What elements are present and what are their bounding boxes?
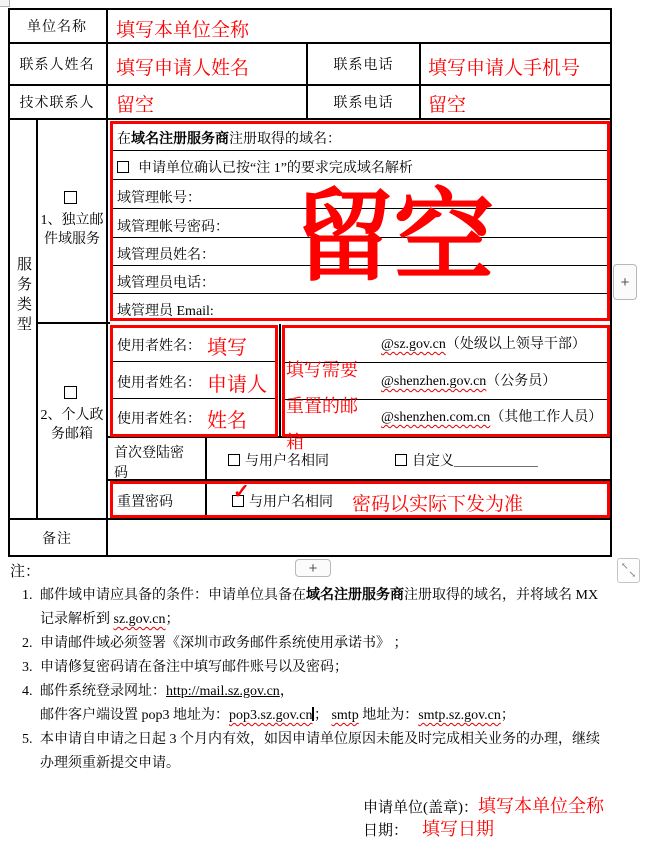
note4-smtp-word: smtp <box>331 708 359 723</box>
email-row <box>381 333 586 353</box>
grid-line <box>279 324 281 436</box>
date-annotation: 填写日期 <box>422 819 495 839</box>
grid-line <box>113 293 607 294</box>
note-number: 5. <box>22 732 33 747</box>
unit-name-annotation: 填写本单位全称 <box>116 20 250 41</box>
reset-password-label: 重置密码 <box>117 495 173 510</box>
date-line <box>363 815 494 841</box>
email-desc: （其他工作人员） <box>490 410 603 425</box>
grid-line <box>113 398 275 399</box>
domain-row-bold: 域名注册服务商 <box>131 132 229 147</box>
grid-line <box>36 118 38 520</box>
grid-line <box>106 8 108 557</box>
note-text <box>40 584 610 632</box>
user-row-label: 使用者姓名： <box>117 412 201 427</box>
note1-domain: sz.gov.cn <box>113 612 166 627</box>
field-label: 域管理员电话： <box>117 276 215 291</box>
stamp-annotation: 填写本单位全称 <box>478 796 604 816</box>
first-password-option2 <box>395 450 538 470</box>
service1-option-label: 1、独立邮件域服务 <box>40 213 104 247</box>
note4-smtp-address: smtp.sz.gov.cn <box>418 708 501 723</box>
service-type-column-label: 服务类型 <box>15 256 31 336</box>
note1-pre: 邮件域申请应具备的条件：申请单位具备在 <box>40 588 306 603</box>
first-password-label: 首次登陆密码 <box>114 446 184 481</box>
confirm-row <box>117 157 413 177</box>
add-row-button[interactable]: + <box>295 559 331 577</box>
grid-line <box>419 42 421 120</box>
confirm-checkbox[interactable] <box>117 161 129 173</box>
contact-name-annotation: 填写申请人姓名 <box>116 58 250 79</box>
note4-pre: 邮件系统登录网址： <box>40 684 166 699</box>
field-label: 域管理员 Email: <box>117 304 214 319</box>
service2-checkbox[interactable] <box>64 386 77 399</box>
grid-line <box>113 150 607 151</box>
note-number: 2. <box>22 636 33 651</box>
note-number: 4. <box>22 684 33 699</box>
note1-mid: 注册取得的域名，并将域名 MX 记录解析到 <box>40 588 599 627</box>
grid-line <box>8 118 612 120</box>
field-label: 域管理帐号密码： <box>117 220 229 235</box>
red-check-mark: ✓ <box>233 481 250 503</box>
resize-arrow-se-icon: ↘ <box>628 569 636 579</box>
grid-line <box>113 179 607 180</box>
email-address: @sz.gov.cn <box>381 337 446 352</box>
stamp-label: 申请单位(盖章)： <box>363 800 478 816</box>
domain-row-label <box>117 128 341 148</box>
email-desc: （处级以上领导干部） <box>445 337 586 352</box>
user-row-annotation: 申请人 <box>207 374 267 396</box>
email-address: @shenzhen.com.cn <box>381 410 491 425</box>
reset-mailbox-annotation: 填写需要重置的邮箱 <box>286 360 358 452</box>
user-row-label: 使用者姓名： <box>117 339 201 354</box>
notes-section <box>8 560 610 776</box>
note4-semi2: ； <box>500 708 515 723</box>
field-label: 域管理员姓名： <box>117 248 215 263</box>
note4-line2-pre: 邮件客户端设置 pop3 地址为： <box>40 708 229 723</box>
date-label: 日期： <box>363 823 409 839</box>
remark-label: 备注 <box>42 532 72 547</box>
email-desc: （公务员） <box>486 374 557 389</box>
contact-name-label: 联系人姓名 <box>19 58 95 73</box>
note-number: 1. <box>22 588 33 603</box>
add-column-button[interactable]: + <box>613 264 637 300</box>
tech-phone-label: 联系电话 <box>333 96 394 111</box>
user-row-annotation: 姓名 <box>207 410 247 432</box>
user-row-annotation: 填写 <box>207 337 247 359</box>
note-item-4 <box>8 680 610 728</box>
user-row-label: 使用者姓名： <box>117 376 201 391</box>
table-resize-button[interactable] <box>617 558 640 583</box>
note1-bold: 域名注册服务商 <box>306 588 404 603</box>
note-item-3 <box>8 656 610 680</box>
email-row <box>381 370 556 390</box>
contact-phone-annotation: 填写申请人手机号 <box>428 58 581 79</box>
note-text: 申请邮件域必须签署《深圳市政务邮件系统使用承诺书》 ； <box>40 636 408 651</box>
tech-contact-label: 技术联系人 <box>19 96 95 111</box>
tech-contact-annotation: 留空 <box>116 95 155 116</box>
grid-line <box>36 322 110 324</box>
note-text <box>40 680 610 728</box>
note-item-1 <box>8 584 610 632</box>
note-item-2 <box>8 632 610 656</box>
field-label: 域管理帐号： <box>117 191 201 206</box>
mail-system-link[interactable]: http://mail.sz.gov.cn <box>166 684 280 699</box>
email-row <box>381 406 602 426</box>
note4-line2-mid: 地址为： <box>358 708 419 723</box>
note1-post: ； <box>165 612 180 627</box>
service1-checkbox[interactable] <box>64 191 77 204</box>
reset-option-label: 与用户名相同 <box>249 495 333 510</box>
contact-phone-label: 联系电话 <box>333 58 394 73</box>
confirm-row-label: 申请单位确认已按“注 1”的要求完成域名解析 <box>138 161 413 176</box>
option1-label: 与用户名相同 <box>245 454 329 469</box>
note-text: 申请修复密码请在备注中填写邮件账号以及密码； <box>40 660 348 675</box>
email-address: @shenzhen.gov.cn <box>381 374 487 389</box>
first-password-option1 <box>228 450 329 470</box>
domain-row-post: 注册取得的域名： <box>229 132 341 147</box>
note4-comma: ， <box>279 684 294 699</box>
custom-password-blank[interactable]: ＿＿＿＿＿＿ <box>454 454 538 469</box>
tech-phone-annotation: 留空 <box>428 95 467 116</box>
note4-semi: ； <box>313 708 332 723</box>
grid-line <box>113 361 275 362</box>
table-drag-handle[interactable] <box>0 0 10 7</box>
note-text: 本申请自申请之日起 3 个月内有效，如因申请单位原因未能及时完成相关业务的办理，继续办理须重新提交申请。 <box>40 732 600 771</box>
custom-password-checkbox[interactable] <box>395 454 407 466</box>
notes-heading: 注： <box>10 564 41 580</box>
note-item-5 <box>8 728 610 776</box>
service2-option-label: 2、个人政务邮箱 <box>40 408 104 442</box>
reset-password-annotation: 密码以实际下发为准 <box>352 494 524 515</box>
domain-row-pre: 在 <box>117 132 131 147</box>
leave-blank-overlay: 留空 <box>294 181 494 293</box>
resize-arrow-nw-icon: ↖ <box>621 561 629 571</box>
option2-label: 自定义 <box>412 454 454 469</box>
note-number: 3. <box>22 660 33 675</box>
unit-name-label: 单位名称 <box>27 20 87 35</box>
note4-pop3-address: pop3.sz.gov.cn <box>229 708 313 723</box>
same-as-username-checkbox[interactable] <box>228 454 240 466</box>
